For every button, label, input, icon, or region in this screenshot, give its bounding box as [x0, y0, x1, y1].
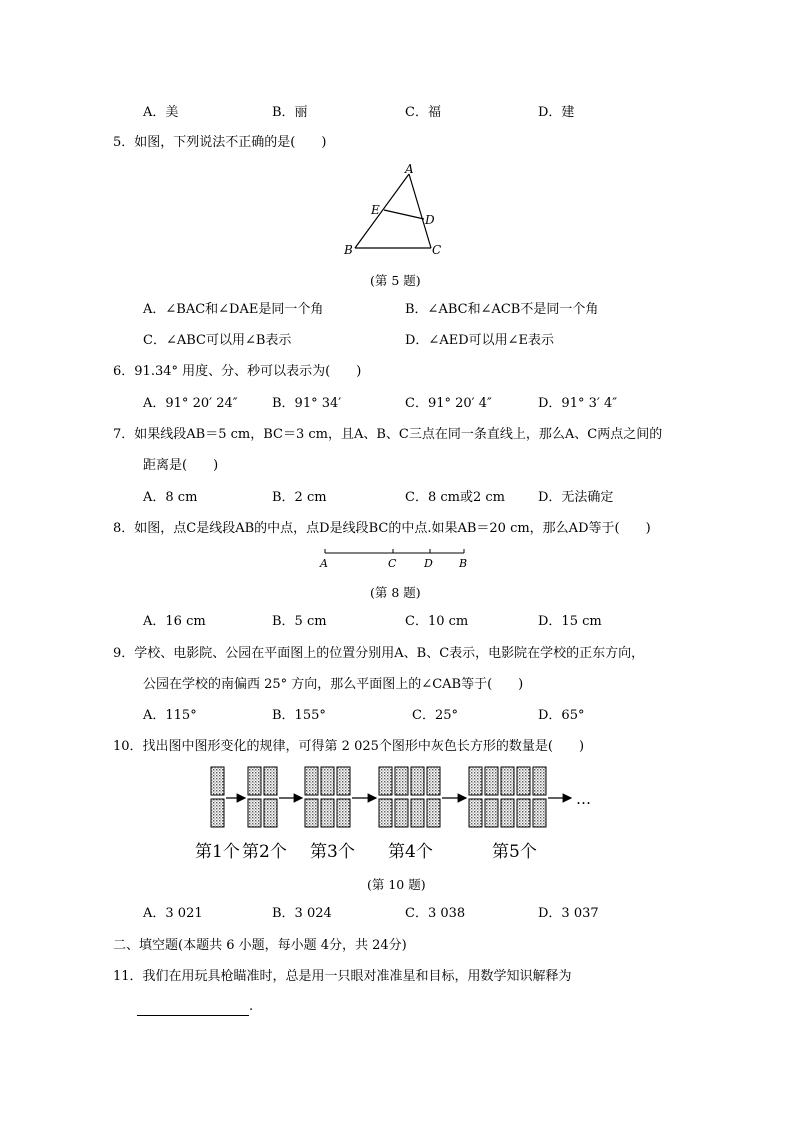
- q5-option-b: B．∠ABC和∠ACB不是同一个角: [405, 302, 599, 317]
- q4-option-c: C．福: [405, 105, 441, 120]
- q5-stem: 5．如图，下列说法不正确的是( ): [113, 135, 327, 150]
- q11-answer-blank[interactable]: [137, 1001, 249, 1016]
- gray-rectangle: [501, 767, 514, 795]
- gray-rectangle: [211, 799, 224, 827]
- q10-label-3: 第3个: [310, 842, 355, 862]
- q9-option-d: D．65°: [538, 708, 585, 723]
- q10-ellipsis: …: [576, 790, 591, 808]
- q8-option-a: A．16 cm: [143, 614, 206, 629]
- q9-stem-line1: 9．学校、电影院、公园在平面图上的位置分别用A、B、C表示，电影院在学校的正东方向，: [113, 646, 645, 661]
- q7-stem-line2: 距离是( ): [143, 458, 219, 473]
- q9-option-a: A．115°: [143, 708, 197, 723]
- q8-label-a: A: [320, 557, 328, 570]
- gray-rectangle: [485, 799, 498, 827]
- q10-stem: 10．找出图中图形变化的规律，可得第 2 025个图形中灰色长方形的数量是( ): [113, 739, 585, 754]
- gray-rectangle: [411, 767, 424, 795]
- gray-rectangle: [501, 799, 514, 827]
- q4-option-b: B．丽: [272, 105, 308, 120]
- q10-option-c: C．3 038: [405, 906, 466, 921]
- gray-rectangle: [395, 799, 408, 827]
- q8-label-c: C: [388, 557, 397, 570]
- q5-label-a: A: [405, 162, 414, 176]
- q8-segment-figure: [316, 544, 476, 572]
- q5-label-d: D: [425, 213, 435, 227]
- gray-rectangle: [517, 767, 530, 795]
- q7-stem-line1: 7．如果线段AB＝5 cm，BC＝3 cm，且A、B、C三点在同一条直线上，那么A、C两点之间的: [113, 427, 663, 442]
- q10-option-a: A．3 021: [143, 906, 203, 921]
- q5-option-c: C．∠ABC可以用∠B表示: [143, 333, 292, 348]
- gray-rectangle: [321, 799, 334, 827]
- q5-option-a: A．∠BAC和∠DAE是同一个角: [143, 302, 324, 317]
- gray-rectangle: [395, 767, 408, 795]
- gray-rectangle: [248, 799, 261, 827]
- gray-rectangle: [305, 799, 318, 827]
- q10-option-d: D．3 037: [538, 906, 599, 921]
- section2-heading: 二、填空题(本题共 6 小题，每小题 4分，共 24分): [113, 938, 407, 953]
- q8-option-d: D．15 cm: [538, 614, 602, 629]
- q6-option-d: D．91° 3′ 4″: [538, 396, 618, 411]
- q7-option-d: D．无法确定: [538, 490, 614, 505]
- gray-rectangle: [411, 799, 424, 827]
- q10-label-4: 第4个: [388, 842, 433, 862]
- q5-label-e: E: [371, 203, 380, 217]
- gray-rectangle: [427, 799, 440, 827]
- q10-label-1: 第1个: [195, 842, 240, 862]
- gray-rectangle: [337, 767, 350, 795]
- gray-rectangle: [264, 799, 277, 827]
- q10-label-2: 第2个: [242, 842, 287, 862]
- gray-rectangle: [264, 767, 277, 795]
- q5-label-c: C: [432, 243, 442, 257]
- gray-rectangle: [305, 767, 318, 795]
- q8-label-d: D: [424, 557, 433, 570]
- q8-option-b: B．5 cm: [272, 614, 327, 629]
- gray-rectangle: [248, 767, 261, 795]
- q8-stem: 8．如图，点C是线段AB的中点，点D是线段BC的中点.如果AB＝20 cm，那么AD等于( ): [113, 521, 651, 536]
- q6-option-a: A．91° 20′ 24″: [143, 396, 238, 411]
- q11-tail: .: [249, 999, 254, 1014]
- gray-rectangle: [427, 767, 440, 795]
- q7-option-a: A．8 cm: [143, 490, 198, 505]
- q8-caption: (第 8 题): [370, 585, 421, 600]
- q9-stem-line2: 公园在学校的南偏西 25° 方向，那么平面图上的∠CAB等于( ): [143, 677, 524, 692]
- q11-answer-line: [137, 998, 253, 1016]
- q6-stem: 6．91.34° 用度、分、秒可以表示为( ): [113, 364, 362, 379]
- q8-option-c: C．10 cm: [405, 614, 469, 629]
- gray-rectangle: [211, 767, 224, 795]
- q10-pattern-figure: [195, 760, 605, 870]
- gray-rectangle: [321, 767, 334, 795]
- q5-label-b: B: [344, 243, 353, 257]
- q10-option-b: B．3 024: [272, 906, 332, 921]
- q10-caption: (第 10 题): [367, 877, 426, 892]
- gray-rectangle: [517, 799, 530, 827]
- gray-rectangle: [379, 799, 392, 827]
- q10-label-5: 第5个: [492, 842, 537, 862]
- q5-caption: (第 5 题): [370, 273, 421, 288]
- q9-option-b: B．155°: [272, 708, 326, 723]
- q5-triangle-figure: [338, 160, 448, 260]
- gray-rectangle: [469, 767, 482, 795]
- q8-label-b: B: [459, 557, 468, 570]
- q4-option-d: D．建: [538, 105, 575, 120]
- gray-rectangle: [485, 767, 498, 795]
- gray-rectangle: [469, 799, 482, 827]
- q7-option-c: C．8 cm或2 cm: [405, 490, 505, 505]
- q6-option-c: C．91° 20′ 4″: [405, 396, 492, 411]
- q6-option-b: B．91° 34′: [272, 396, 342, 411]
- q7-option-b: B．2 cm: [272, 490, 327, 505]
- q9-option-c: C．25°: [412, 708, 458, 723]
- gray-rectangle: [337, 799, 350, 827]
- q11-stem: 11．我们在用玩具枪瞄准时，总是用一只眼对准准星和目标，用数学知识解释为: [113, 969, 572, 984]
- gray-rectangle: [533, 767, 546, 795]
- q4-option-a: A．美: [143, 105, 179, 120]
- q5-option-d: D．∠AED可以用∠E表示: [405, 333, 554, 348]
- gray-rectangle: [379, 767, 392, 795]
- gray-rectangle: [533, 799, 546, 827]
